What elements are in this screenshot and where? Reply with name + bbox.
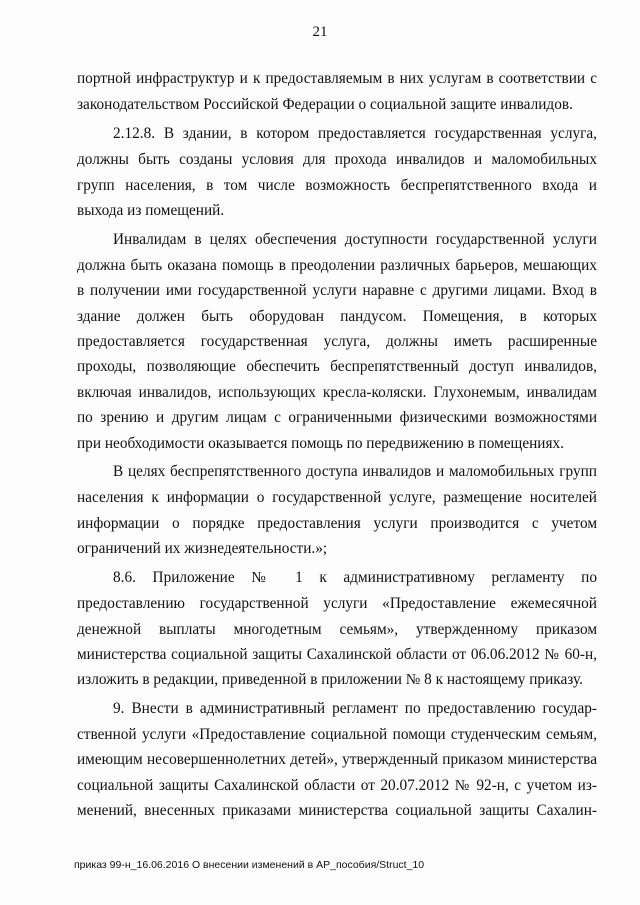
text-line: выхода из помещений. <box>77 202 225 219</box>
text-line: предоставляется государственная услуга, должны иметь расширенные <box>77 333 597 350</box>
text-line: должна быть оказана помощь в преодолении различных барьеров, мешающих <box>77 257 597 274</box>
text-line: населения к информации о государственной услуге, размещение носителей <box>77 489 597 506</box>
text-line: в получении ими государственной услуги наравне с другими лицами. Вход в <box>77 282 597 299</box>
text-line: Инвалидам в целях обеспечения доступности государственной услуги <box>113 231 597 248</box>
text-line: ограничений их жизнедеятельности.»; <box>77 540 328 557</box>
text-line: изложить в редакции, приведенной в приложении № 8 к настоящему приказу. <box>77 671 583 688</box>
text-line: должны быть созданы условия для прохода инвалидов и маломобильных <box>77 151 597 168</box>
page-number: 21 <box>312 24 328 40</box>
text-line: 9. Внести в административный регламент по предоставлению государ- <box>113 700 597 717</box>
text-line: предоставлению государственной услуги «Предоставление ежемесячной <box>77 595 597 612</box>
text-line: проходы, позволяющие обеспечить беспрепятственный доступ инвалидов, <box>77 358 597 375</box>
text-line: включая инвалидов, использующих кресла-коляски. Глухонемым, инвалидам <box>77 384 597 401</box>
text-line: здание должен быть оборудован пандусом. Помещения, в которых <box>77 308 597 325</box>
text-line: групп населения, в том числе возможность беспрепятственного входа и <box>77 177 597 194</box>
text-line: 8.6. Приложение № 1 к административному регламенту по <box>113 569 597 586</box>
text-line: информации о порядке предоставления услуги производится с учетом <box>77 515 597 532</box>
text-line: законодательством Российской Федерации о социальной защите инвалидов. <box>77 96 573 113</box>
text-line: при необходимости оказывается помощь по передвижению в помещениях. <box>77 435 564 452</box>
text-line: социальной защиты Сахалинской области от 20.07.2012 № 92-н, с учетом из- <box>77 777 597 794</box>
text-line: портной инфраструктур и к предоставляемым в них услугам в соответствии с <box>77 70 597 87</box>
text-line: 2.12.8. В здании, в котором предоставляется государственная услуга, <box>113 125 597 142</box>
footer-file-reference: приказ 99-н_16.06.2016 О внесении изменений в АР_пособия/Struct_10 <box>74 859 425 871</box>
text-line: денежной выплаты многодетным семьям», утвержденному приказом <box>77 621 597 638</box>
text-line: ственной услуги «Предоставление социальной помощи студенческим семьям, <box>77 726 597 743</box>
text-line: имеющим несовершеннолетних детей», утвержденный приказом министерства <box>77 751 597 768</box>
text-line: менений, внесенных приказами министерства социальной защиты Сахалин- <box>77 802 597 819</box>
text-line: министерства социальной защиты Сахалинской области от 06.06.2012 № 60-н, <box>77 646 597 663</box>
text-line: В целях беспрепятственного доступа инвалидов и маломобильных групп <box>113 463 597 480</box>
text-line: по зрению и другим лицам с ограниченными физическими возможностями <box>77 409 597 426</box>
